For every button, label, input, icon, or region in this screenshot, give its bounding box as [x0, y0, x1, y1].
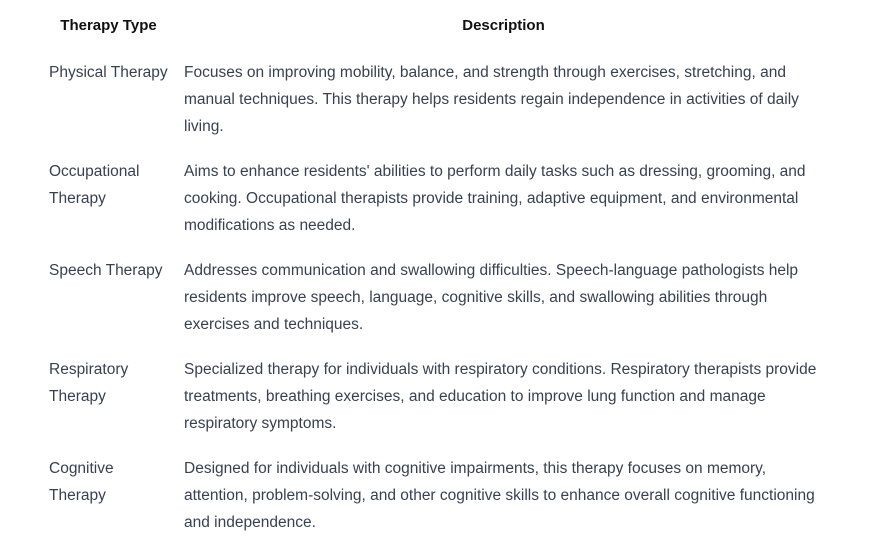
description-cell: Addresses communication and swallowing difficulties. Speech-language pathologists help residents improve speech, language, cognitive skills, and swallowing abilities through exercises and techniques.	[184, 262, 799, 333]
column-header-description: Description	[462, 17, 545, 34]
therapy-table	[41, 6, 831, 554]
table-row	[41, 356, 831, 455]
table-row	[41, 257, 831, 356]
table-row	[41, 455, 831, 554]
description-cell: Aims to enhance residents' abilities to perform daily tasks such as dressing, grooming, and cooking. Occupational therapists provide training, adaptive equipment, and environmental modifications as needed.	[184, 163, 806, 234]
table-row	[41, 158, 831, 257]
therapy-type-cell: Speech Therapy	[49, 262, 163, 279]
therapy-type-cell: Cognitive Therapy	[49, 460, 114, 504]
table-header	[41, 6, 831, 47]
table-row	[41, 47, 831, 158]
table-body	[41, 47, 831, 554]
column-header-therapy-type: Therapy Type	[60, 17, 157, 34]
therapy-type-cell: Physical Therapy	[49, 64, 168, 81]
description-cell: Specialized therapy for individuals with respiratory conditions. Respiratory therapists provide treatments, breathing exercises, and education to improve lung function and manage respiratory symptoms.	[184, 361, 817, 432]
therapy-type-cell: Occupational Therapy	[49, 163, 140, 207]
therapy-type-cell: Respiratory Therapy	[49, 361, 129, 405]
description-cell: Designed for individuals with cognitive impairments, this therapy focuses on memory, attention, problem-solving, and other cognitive skills to enhance overall cognitive functioning and independence.	[184, 460, 815, 531]
header-row	[41, 6, 831, 47]
description-cell: Focuses on improving mobility, balance, and strength through exercises, stretching, and manual techniques. This therapy helps residents regain independence in activities of daily living.	[184, 64, 799, 135]
